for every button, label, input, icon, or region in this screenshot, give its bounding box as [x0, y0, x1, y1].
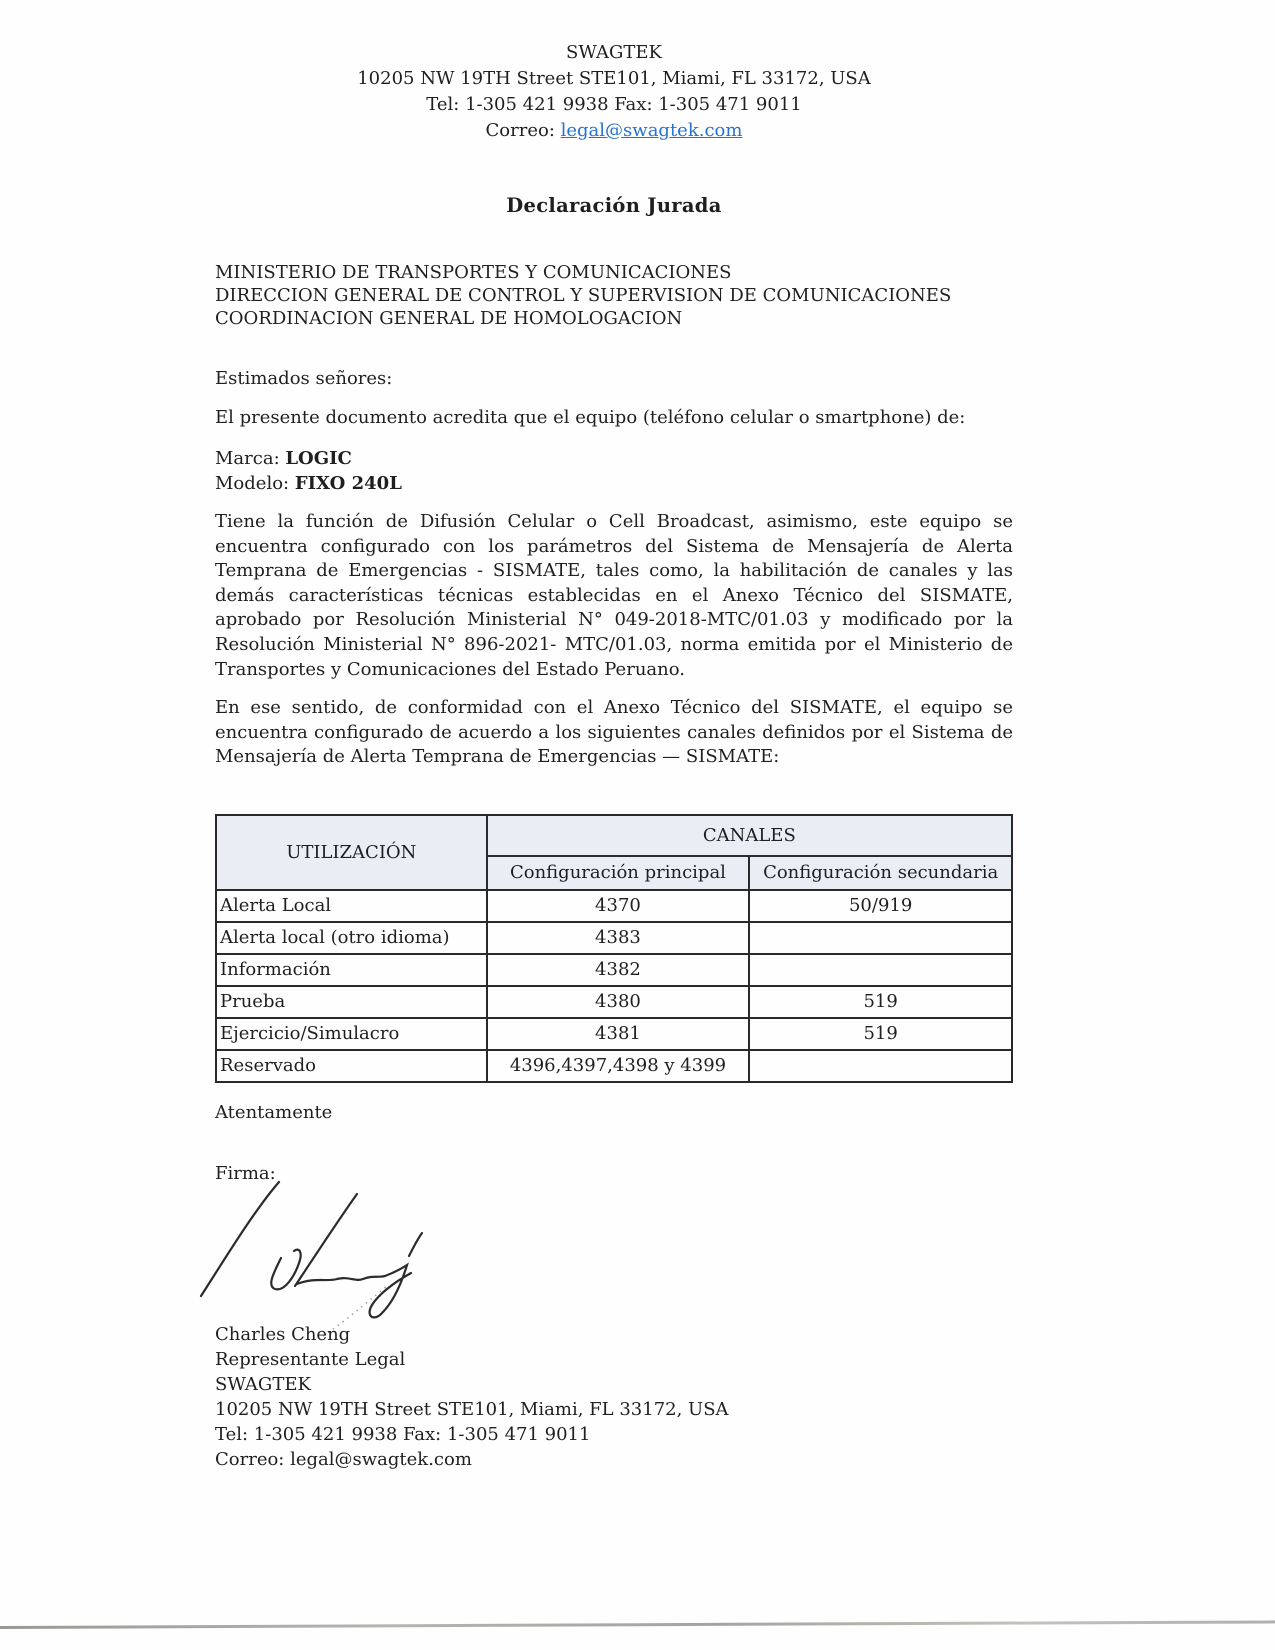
- document-content: [215, 0, 1013, 1472]
- cell-principal: 4370: [487, 890, 750, 922]
- signer-role: Representante Legal: [215, 1348, 406, 1370]
- cell-utilizacion: Información: [216, 954, 487, 986]
- col-header-utilizacion: UTILIZACIÓN: [216, 815, 487, 890]
- table-row: [216, 1050, 1012, 1082]
- cell-principal: 4380: [487, 986, 750, 1018]
- cell-principal: 4381: [487, 1018, 750, 1050]
- modelo-label: Modelo:: [215, 473, 295, 494]
- letterhead: [215, 0, 1013, 144]
- signer-address: 10205 NW 19TH Street STE101, Miami, FL 33172, USA: [215, 1398, 729, 1420]
- signer-correo: Correo: legal@swagtek.com: [215, 1448, 472, 1470]
- cell-principal: 4382: [487, 954, 750, 986]
- channels-table: [215, 814, 1013, 1083]
- recipient-line: COORDINACION GENERAL DE HOMOLOGACION: [215, 308, 683, 329]
- cell-principal: 4396,4397,4398 y 4399: [487, 1050, 750, 1082]
- recipient-line: DIRECCION GENERAL DE CONTROL Y SUPERVISION DE COMUNICACIONES: [215, 285, 952, 306]
- cell-secundaria: 50/919: [749, 890, 1012, 922]
- device-brand-line: [215, 446, 1013, 471]
- signer-name: Charles Cheng: [215, 1323, 351, 1345]
- letterhead-email-link[interactable]: legal@swagtek.com: [560, 120, 743, 141]
- table-row: [216, 890, 1012, 922]
- correo-label: Correo:: [485, 120, 561, 141]
- cell-utilizacion: Alerta Local: [216, 890, 487, 922]
- signer-telfax: Tel: 1-305 421 9938 Fax: 1-305 471 9011: [215, 1423, 591, 1445]
- recipient-line: MINISTERIO DE TRANSPORTES Y COMUNICACIONES: [215, 262, 732, 283]
- device-model-line: [215, 471, 1013, 496]
- cell-utilizacion: Reservado: [216, 1050, 487, 1082]
- device-block: [215, 446, 1013, 496]
- cell-secundaria: [749, 954, 1012, 986]
- cell-utilizacion: Ejercicio/Simulacro: [216, 1018, 487, 1050]
- letterhead-correo-line: [215, 118, 1013, 144]
- cell-utilizacion: Prueba: [216, 986, 487, 1018]
- cell-secundaria: 519: [749, 986, 1012, 1018]
- cell-utilizacion: Alerta local (otro idioma): [216, 922, 487, 954]
- letterhead-telfax: Tel: 1-305 421 9938 Fax: 1-305 471 9011: [426, 94, 802, 115]
- marca-label: Marca:: [215, 448, 286, 469]
- signature-image: [195, 1178, 1013, 1330]
- modelo-value: FIXO 240L: [294, 473, 402, 494]
- letterhead-address: 10205 NW 19TH Street STE101, Miami, FL 33172, USA: [357, 68, 871, 89]
- closing: Atentamente: [215, 1101, 333, 1123]
- intro-paragraph: El presente documento acredita que el equipo (teléfono celular o smartphone) de:: [215, 407, 966, 428]
- table-row: [216, 1018, 1012, 1050]
- signer-block: [215, 1322, 1013, 1472]
- firma-label: Firma:: [215, 1162, 276, 1184]
- marca-value: LOGIC: [285, 448, 352, 469]
- table-row: [216, 986, 1012, 1018]
- cell-secundaria: 519: [749, 1018, 1012, 1050]
- col-header-config-principal: Configuración principal: [487, 856, 750, 890]
- cell-secundaria: [749, 922, 1012, 954]
- letterhead-company: SWAGTEK: [566, 42, 662, 63]
- cell-principal: 4383: [487, 922, 750, 954]
- cell-secundaria: [749, 1050, 1012, 1082]
- body-paragraph-2: En ese sentido, de conformidad con el Anexo Técnico del SISMATE, el equipo se encuentra configurado de acuerdo a los siguientes canales definidos por el Sistema de Mensajería de Alerta Temprana de Emergencias — SISMATE:: [215, 697, 1013, 768]
- signer-company: SWAGTEK: [215, 1373, 311, 1395]
- body-paragraph-1: Tiene la función de Difusión Celular o Cell Broadcast, asimismo, este equipo se encuentra configurado con los parámetros del Sistema de Mensajería de Alerta Temprana de Emergencias - SISMATE, tales como, la habilitación de canales y las demás características técnicas establecidas en el Anexo Técnico del SISMATE, aprobado por Resolución Ministerial N° 049-2018-MTC/01.03 y modificado por la Resolución Ministerial N° 896-2021- MTC/01.03, norma emitida por el Ministerio de Transportes y Comunicaciones del Estado Peruano.: [215, 511, 1013, 680]
- table-row: [216, 954, 1012, 986]
- salutation: Estimados señores:: [215, 368, 393, 389]
- recipient-block: [215, 261, 1013, 330]
- col-header-config-secundaria: Configuración secundaria: [749, 856, 1012, 890]
- page-title: Declaración Jurada: [506, 194, 722, 217]
- col-header-canales: CANALES: [487, 815, 1012, 856]
- table-row: [216, 922, 1012, 954]
- scan-artifact-line: [0, 1620, 1275, 1629]
